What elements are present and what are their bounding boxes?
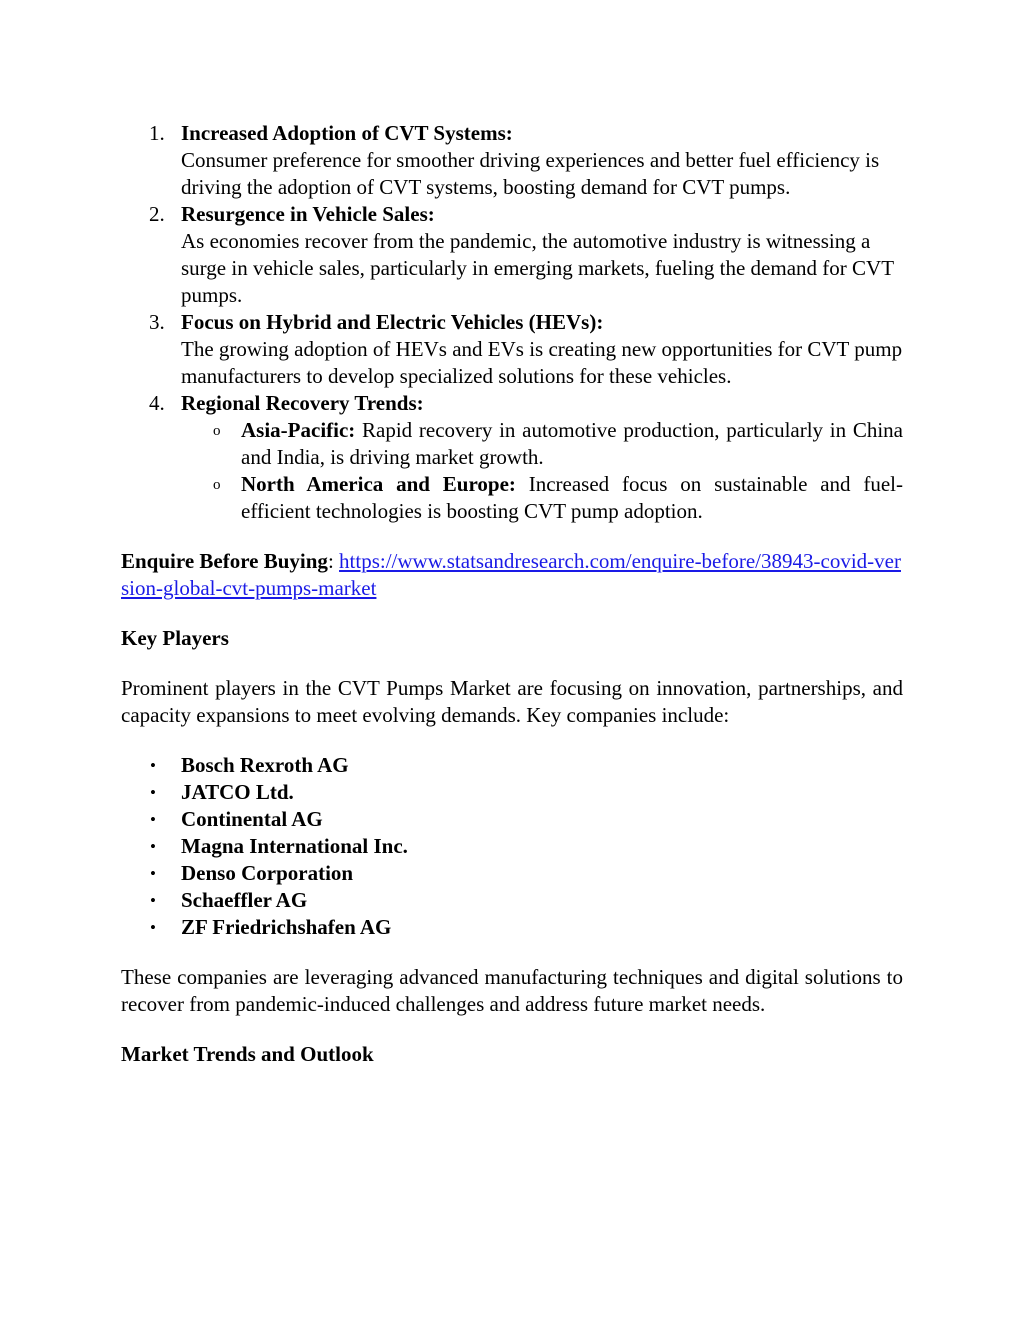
list-item <box>121 806 903 833</box>
bullet-icon: • <box>150 783 156 802</box>
item-title: Regional Recovery Trends: <box>181 391 424 415</box>
section-heading: Market Trends and Outlook <box>121 1042 374 1066</box>
region-title: Asia-Pacific: <box>241 418 356 442</box>
list-number: 1. <box>149 121 165 145</box>
circle-bullet-icon: o <box>213 477 221 493</box>
list-item <box>121 914 903 941</box>
bullet-icon: • <box>150 891 156 910</box>
region-body: Rapid recovery in automotive production, particularly in China and India, is driving market growth. <box>241 418 903 469</box>
item-title: Focus on Hybrid and Electric Vehicles (HEVs): <box>181 310 604 334</box>
item-title: Resurgence in Vehicle Sales: <box>181 202 435 226</box>
list-number: 2. <box>149 202 165 226</box>
enquire-label: Enquire Before Buying <box>121 549 328 573</box>
numbered-list <box>121 120 903 525</box>
company-name: Denso Corporation <box>181 861 354 885</box>
list-item <box>121 309 903 390</box>
item-body: The growing adoption of HEVs and EVs is creating new opportunities for CVT pump manufacturers to develop specialized solutions for these vehicles. <box>181 337 903 388</box>
enquire-link[interactable]: https://www.statsandresearch.com/enquire-before/38943-covid-version-global-cvt-pumps-market <box>121 549 901 600</box>
document-page <box>121 120 903 1068</box>
list-item <box>121 779 903 806</box>
list-number: 3. <box>149 310 165 334</box>
regional-item <box>121 417 903 471</box>
company-list <box>121 752 903 941</box>
list-item <box>121 887 903 914</box>
enquire-separator: : <box>327 549 340 573</box>
list-item <box>121 120 903 201</box>
bullet-icon: • <box>150 810 156 829</box>
list-item <box>121 390 903 417</box>
company-name: Magna International Inc. <box>181 834 408 858</box>
item-body: As economies recover from the pandemic, the automotive industry is witnessing a surge in vehicle sales, particularly in emerging markets, fueling the demand for CVT pumps. <box>181 229 894 307</box>
company-name: Bosch Rexroth AG <box>181 753 349 777</box>
company-name: Continental AG <box>181 807 323 831</box>
list-item <box>121 833 903 860</box>
bullet-icon: • <box>150 756 156 775</box>
bullet-icon: • <box>150 864 156 883</box>
bullet-icon: • <box>150 837 156 856</box>
list-item <box>121 860 903 887</box>
region-body: Increased focus on sustainable and fuel-efficient technologies is boosting CVT pump adoption. <box>241 472 904 523</box>
region-title: North America and Europe: <box>241 472 516 496</box>
item-body: Consumer preference for smoother driving experiences and better fuel efficiency is driving the adoption of CVT systems, boosting demand for CVT pumps. <box>181 148 880 199</box>
list-item <box>121 201 903 309</box>
closing-paragraph: These companies are leveraging advanced manufacturing techniques and digital solutions to recover from pandemic-induced challenges and address future market needs. <box>121 965 903 1016</box>
circle-bullet-icon: o <box>213 423 221 439</box>
bullet-icon: • <box>150 918 156 937</box>
list-item <box>121 752 903 779</box>
company-name: Schaeffler AG <box>181 888 308 912</box>
enquire-paragraph <box>121 548 903 602</box>
regional-item <box>121 471 903 525</box>
list-number: 4. <box>149 391 165 415</box>
intro-paragraph: Prominent players in the CVT Pumps Market are focusing on innovation, partnerships, and capacity expansions to meet evolving demands. Key companies include: <box>121 676 903 727</box>
company-name: ZF Friedrichshafen AG <box>181 915 392 939</box>
section-heading: Key Players <box>121 626 229 650</box>
company-name: JATCO Ltd. <box>181 780 294 804</box>
item-title: Increased Adoption of CVT Systems: <box>181 121 513 145</box>
